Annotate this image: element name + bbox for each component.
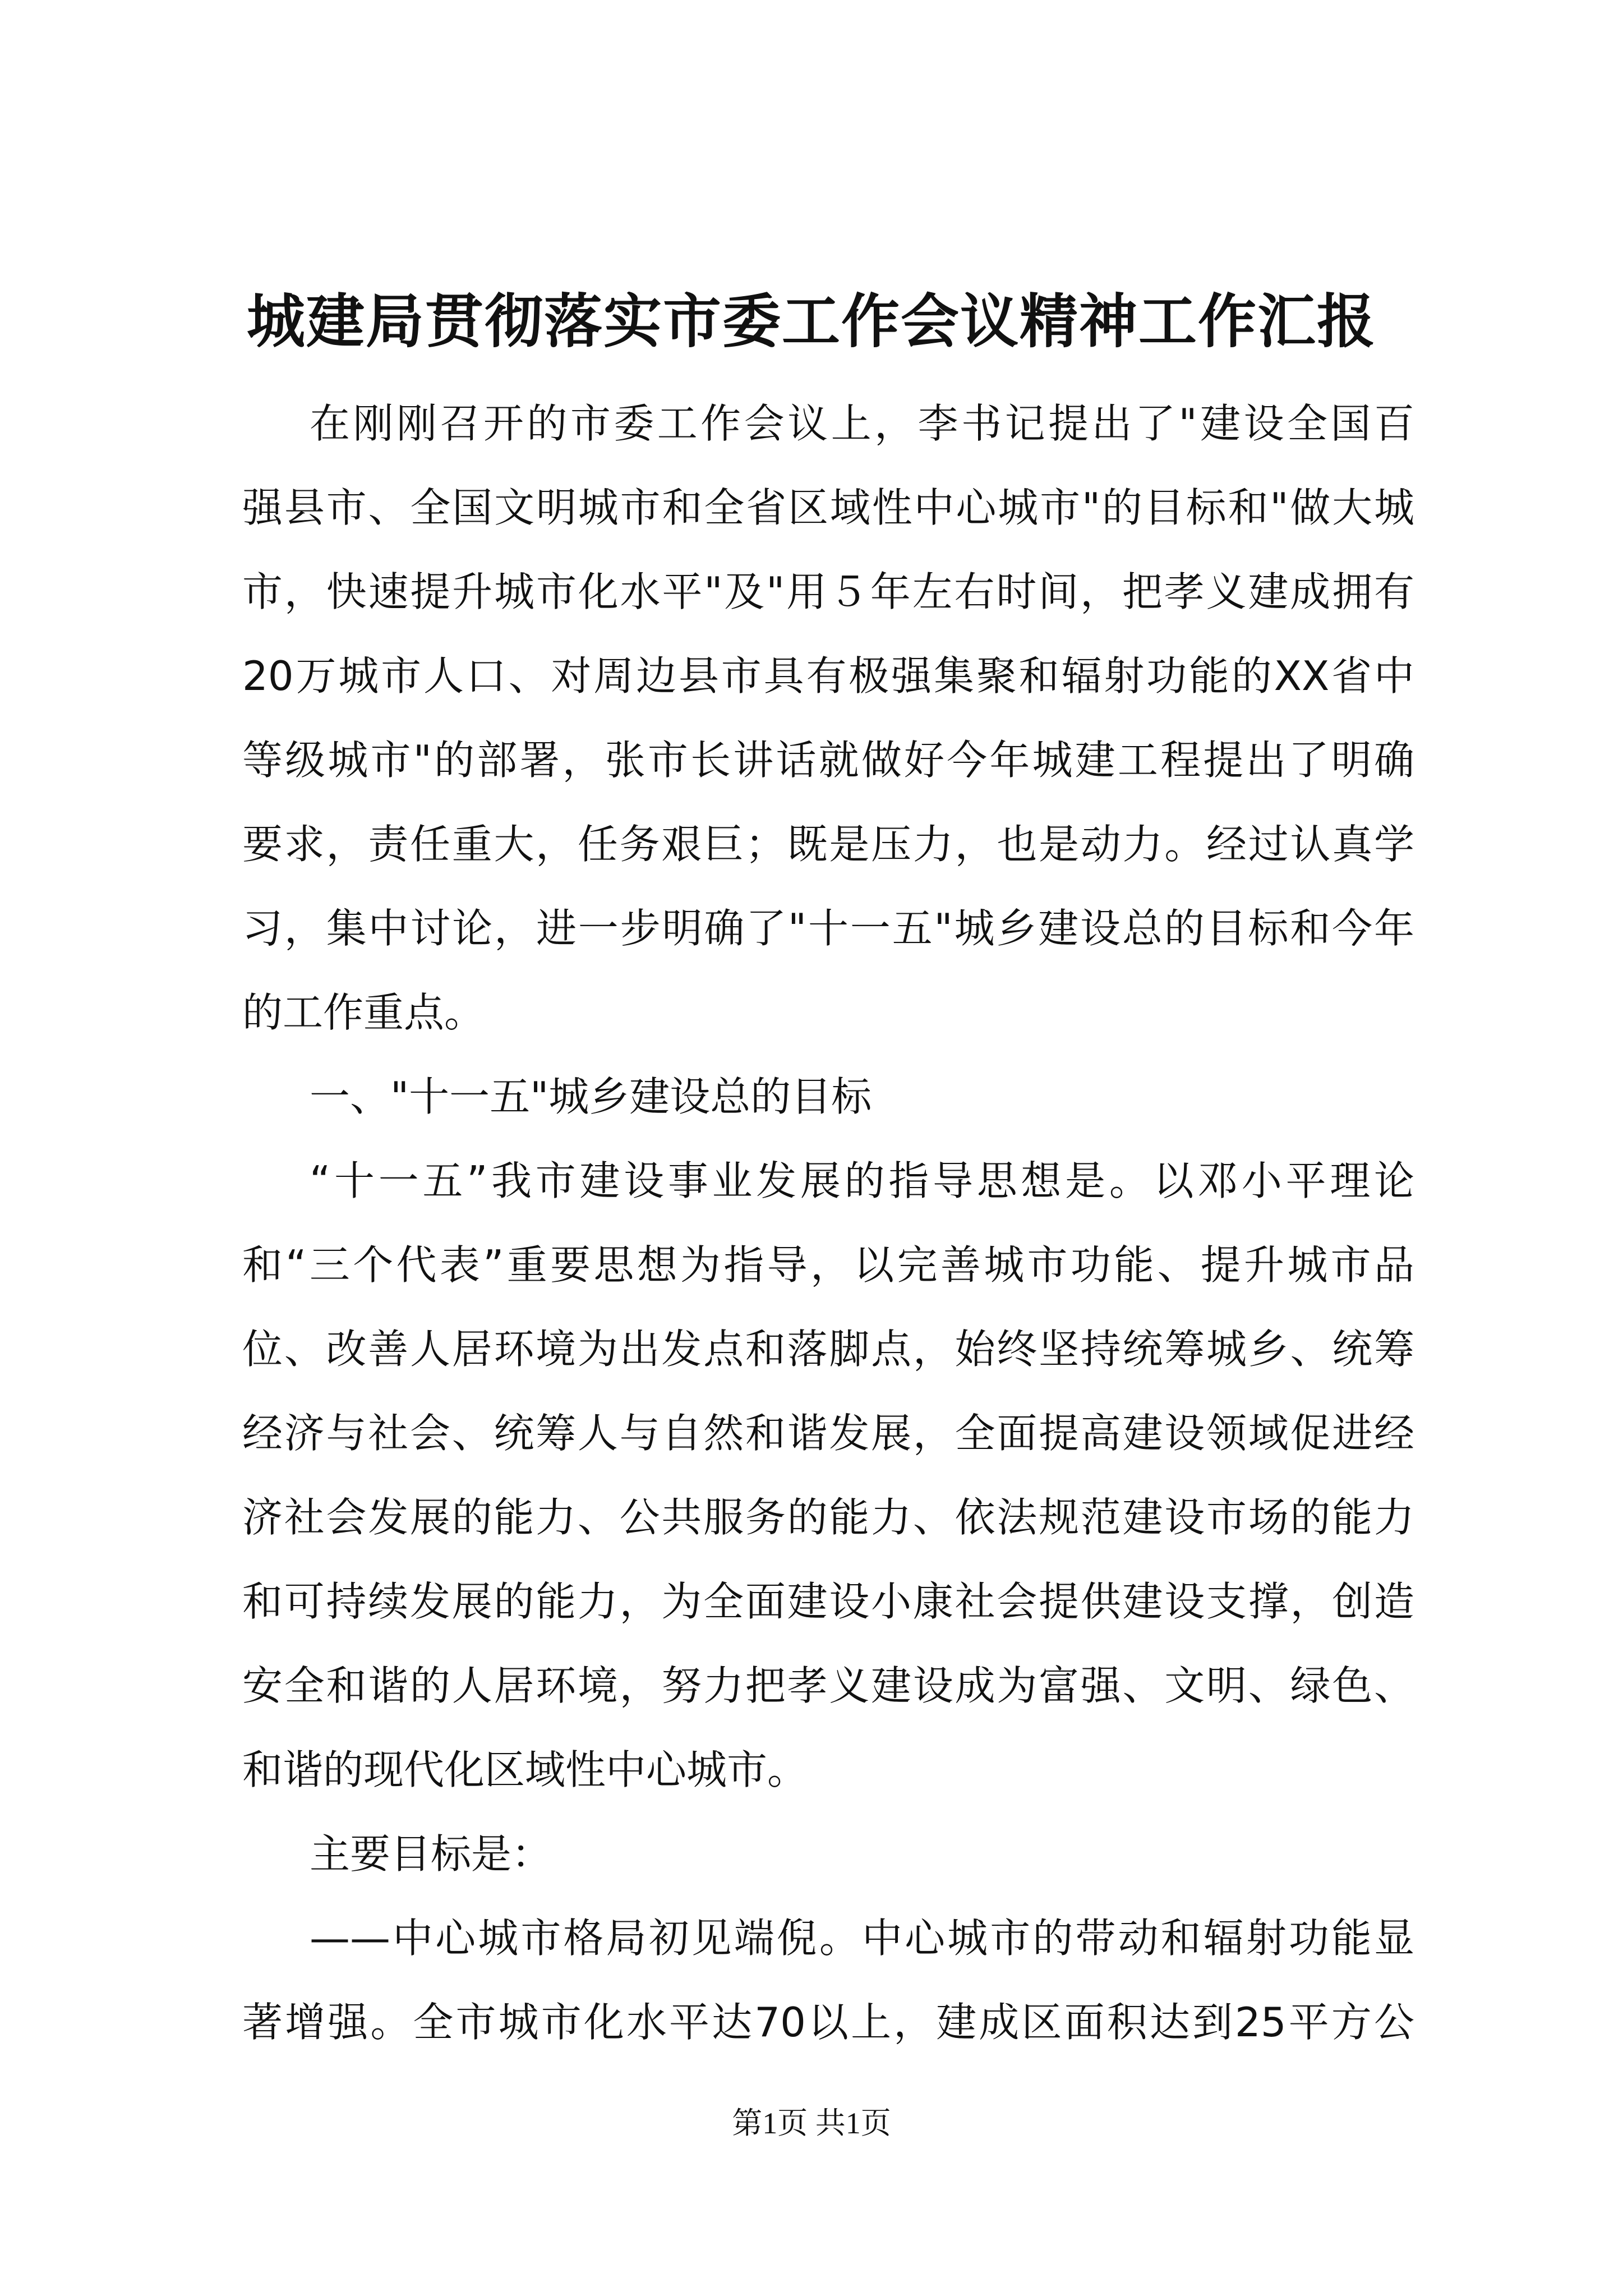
text-line: 位、改善人居环境为出发点和落脚点，始终坚持统筹城乡、统筹 <box>242 1326 1414 1373</box>
text-line: 济社会发展的能力、公共服务的能力、依法规范建设市场的能力 <box>242 1494 1414 1541</box>
text-line: 安全和谐的人居环境，努力把孝义建设成为富强、文明、绿色、 <box>242 1662 1414 1709</box>
document-body <box>242 381 1414 2064</box>
paragraph <box>242 1896 1414 2064</box>
text-line: 和“三个代表”重要思想为指导，以完善城市功能、提升城市品 <box>242 1241 1414 1289</box>
text-line: 一、"十一五"城乡建设总的目标 <box>310 1073 872 1120</box>
paragraph <box>242 381 1414 1055</box>
text-line: 强县市、全国文明城市和全省区域性中心城市"的目标和"做大城 <box>242 484 1414 531</box>
text-line: 在刚刚召开的市委工作会议上，李书记提出了"建设全国百 <box>310 400 1414 447</box>
text-line: 20万城市人口、对周边县市具有极强集聚和辐射功能的XX省中 <box>242 652 1414 700</box>
text-line: ——中心城市格局初见端倪。中心城市的带动和辐射功能显 <box>310 1915 1414 1962</box>
text-line: 习，集中讨论，进一步明确了"十一五"城乡建设总的目标和今年 <box>242 905 1414 952</box>
paragraph <box>242 1139 1414 1812</box>
text-line: 等级城市"的部署，张市长讲话就做好今年城建工程提出了明确 <box>242 737 1414 784</box>
page-footer: 第1页 共1页 <box>732 2106 891 2140</box>
paragraph <box>242 1055 1414 1139</box>
text-line: 经济与社会、统筹人与自然和谐发展，全面提高建设领域促进经 <box>242 1410 1414 1457</box>
text-line: 和可持续发展的能力，为全面建设小康社会提供建设支撑，创造 <box>242 1578 1414 1625</box>
text-line: 市，快速提升城市化水平"及"用５年左右时间，把孝义建成拥有 <box>242 568 1414 615</box>
text-line: 主要目标是： <box>310 1830 552 1878</box>
text-line: 著增强。全市城市化水平达70以上，建成区面积达到25平方公 <box>242 1999 1414 2046</box>
text-line: 的工作重点。 <box>242 989 485 1036</box>
paragraph <box>242 1812 1414 1896</box>
document-title: 城建局贯彻落实市委工作会议精神工作汇报 <box>246 287 1376 356</box>
text-line: “十一五”我市建设事业发展的指导思想是。以邓小平理论 <box>310 1157 1414 1204</box>
text-line: 要求，责任重大，任务艰巨；既是压力，也是动力。经过认真学 <box>242 821 1414 868</box>
text-line: 和谐的现代化区域性中心城市。 <box>242 1746 808 1793</box>
